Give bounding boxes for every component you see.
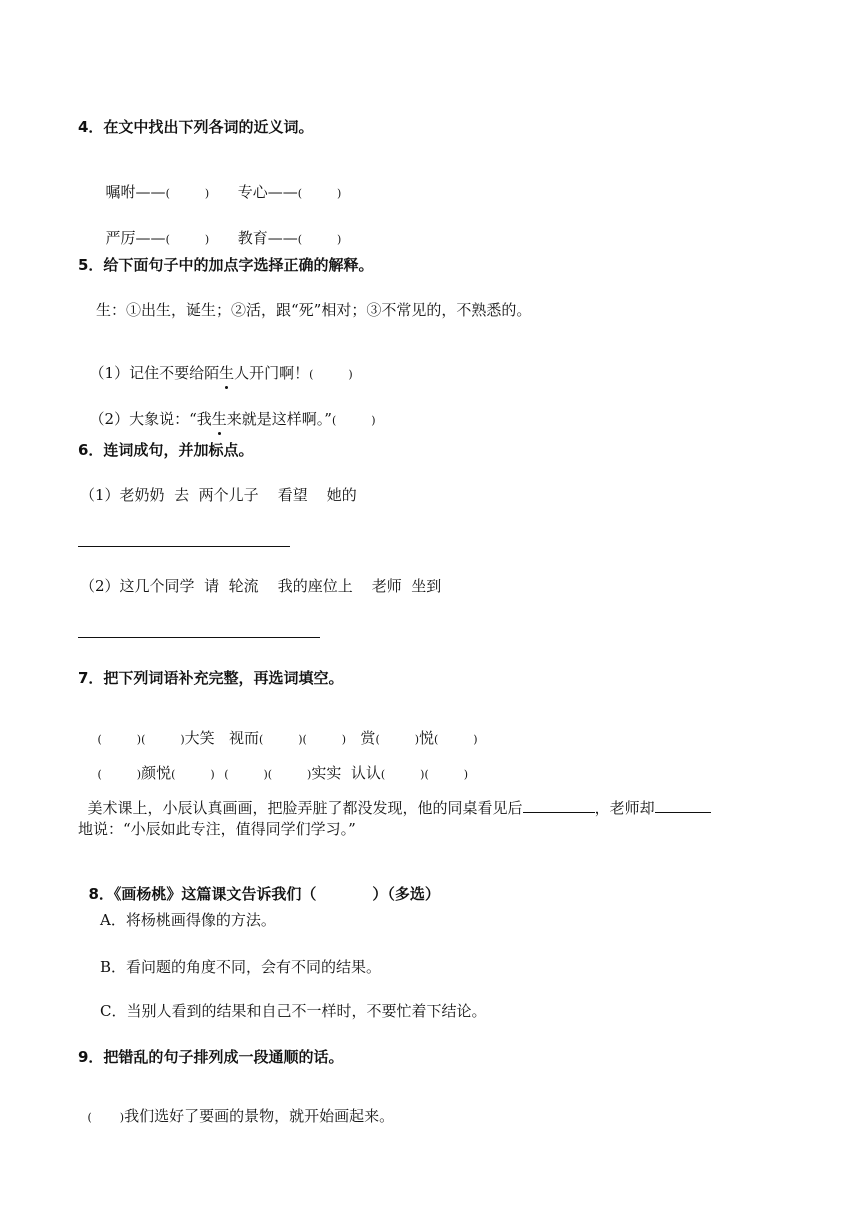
q5-options: 生：①出生，诞生；②活，跟“死”相对；③不常见的，不熟悉的。 — [96, 301, 532, 319]
question-4-title: 4．在文中找出下列各词的近义词。 — [78, 118, 314, 136]
q8-option-a: A．将杨桃画得像的方法。 — [100, 911, 276, 929]
dotted-character: 生 — [219, 364, 235, 382]
q8-title-end: ）（多选） — [372, 885, 440, 903]
q5-s2-text-end: 来就是这样啊。” — [226, 410, 332, 428]
q5-answer-paren[interactable]: ( ) — [309, 368, 353, 381]
q7-word-part: 颜悦 — [141, 764, 172, 782]
q9-order-paren[interactable]: ( ) — [87, 1111, 125, 1124]
q7-word-part: 视而 — [228, 729, 259, 747]
q7-paragraph-line-2: 地说：“小辰如此专注，值得同学们学习。” — [78, 820, 356, 838]
q5-sentence-2 — [80, 389, 376, 431]
q7-answer-paren[interactable]: ( )( ) — [380, 768, 469, 781]
q7-word-part: 赏 — [360, 729, 376, 747]
q7-answer-paren[interactable]: ( ) — [97, 768, 142, 781]
question-7-title: 7．把下列词语补充完整，再选词填空。 — [78, 669, 344, 687]
q6-sentence-1: （1）老奶奶 去 两个儿子 看望 她的 — [80, 486, 357, 504]
question-6-title: 6．连词成句，并加标点。 — [78, 441, 254, 459]
q7-word-part: 实实 — [311, 764, 342, 782]
q9-sentence-text: 我们选好了要画的景物，就开始画起来。 — [124, 1107, 395, 1125]
q4-row-1 — [96, 162, 341, 204]
question-9-title: 9．把错乱的句子排列成一段通顺的话。 — [78, 1048, 344, 1066]
q9-sentence-1 — [78, 1086, 394, 1128]
q7-paragraph-text: 美术课上，小辰认真画画，把脸弄脏了都没发现，他的同桌看见后 — [87, 799, 523, 817]
q4-row-2 — [96, 208, 341, 250]
q7-answer-paren[interactable]: ( ) — [434, 733, 478, 746]
q5-s1-text: （1）记住不要给陌 — [89, 364, 220, 382]
q5-sentence-1 — [80, 343, 353, 385]
q7-answer-paren[interactable]: ( )( ) — [259, 733, 347, 746]
q6-answer-line-2[interactable] — [78, 637, 320, 638]
q7-word-part: 大笑 — [184, 729, 215, 747]
q7-paragraph-text: ，老师却 — [594, 799, 655, 817]
q7-fill-blank-2[interactable] — [655, 798, 711, 813]
q7-word-part: 悦 — [419, 729, 435, 747]
q7-answer-paren[interactable]: ( )( ) — [97, 733, 185, 746]
q4-word: 严厉—— — [105, 229, 166, 247]
q7-answer-paren[interactable]: ( )( ) — [224, 768, 312, 781]
q7-paragraph-line-1 — [78, 778, 711, 818]
q5-s2-text: （2）大象说：“我 — [89, 410, 212, 428]
q8-title-text: 8．《画杨桃》这篇课文告诉我们（ — [88, 885, 317, 903]
q6-sentence-2: （2）这几个同学 请 轮流 我的座位上 老师 坐到 — [80, 577, 442, 595]
q7-word-part: 认认 — [350, 764, 381, 782]
q7-fill-blank-1[interactable] — [523, 798, 595, 813]
q4-word: 嘱咐—— — [105, 183, 166, 201]
q8-option-c: C．当别人看到的结果和自己不一样时，不要忙着下结论。 — [100, 1002, 487, 1020]
q4-answer-paren[interactable]: ( ) — [165, 187, 210, 200]
dotted-character: 生 — [211, 410, 227, 428]
q8-option-b: B．看问题的角度不同，会有不同的结果。 — [100, 958, 382, 976]
q4-answer-paren[interactable]: ( ) — [165, 233, 210, 246]
question-5-title: 5．给下面句子中的加点字选择正确的解释。 — [78, 256, 374, 274]
q4-word: 教育—— — [237, 229, 298, 247]
q4-answer-paren[interactable]: ( ) — [297, 233, 342, 246]
q7-answer-paren[interactable]: ( ) — [171, 768, 215, 781]
question-8-title — [78, 864, 440, 904]
q6-answer-line-1[interactable] — [78, 546, 290, 547]
q4-answer-paren[interactable]: ( ) — [297, 187, 342, 200]
q5-answer-paren[interactable]: ( ) — [331, 414, 376, 427]
q7-answer-paren[interactable]: ( ) — [375, 733, 419, 746]
q5-s1-text-end: 人开门啊！ — [234, 364, 310, 382]
q4-word: 专心—— — [237, 183, 298, 201]
